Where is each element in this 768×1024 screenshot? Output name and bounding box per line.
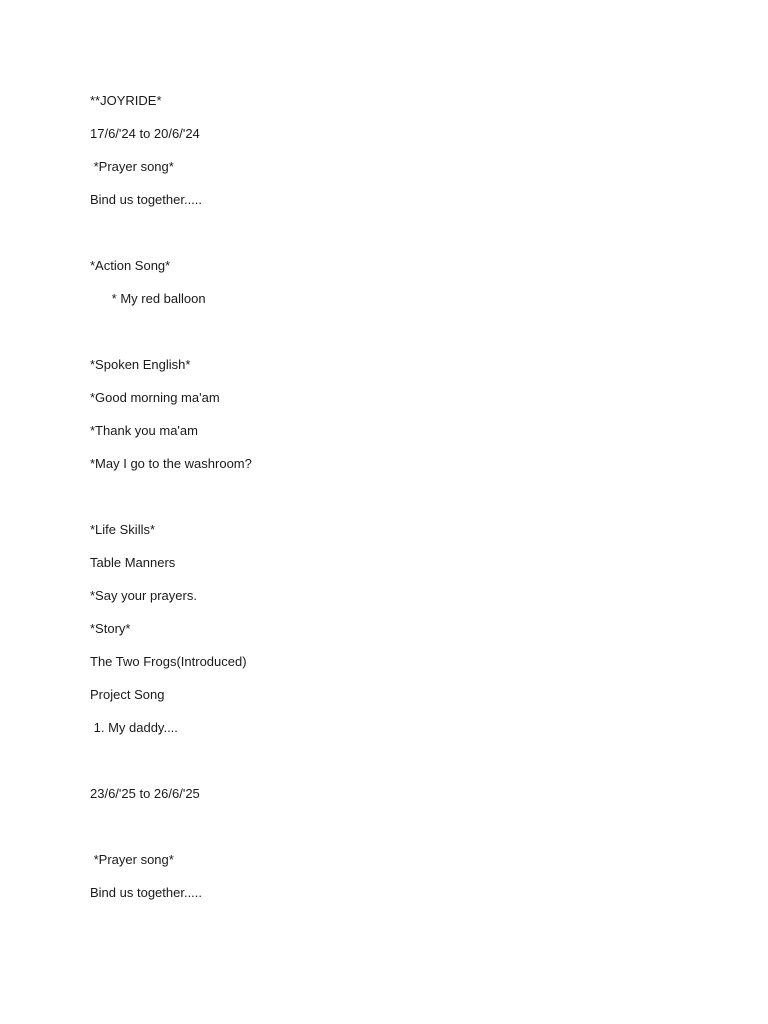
prayer-song-heading: *Prayer song*	[90, 159, 174, 174]
story-item: The Two Frogs(Introduced)	[90, 654, 247, 669]
spoken-english-item: *Thank you ma'am	[90, 423, 198, 438]
spoken-english-item: *May I go to the washroom?	[90, 456, 252, 471]
document-title: **JOYRIDE*	[90, 93, 162, 108]
blank-line	[90, 752, 690, 769]
action-song-heading: *Action Song*	[90, 258, 171, 273]
blank-line	[90, 818, 690, 835]
date-range-1: 17/6/'24 to 20/6/'24	[90, 126, 200, 141]
life-skills-item: Table Manners	[90, 555, 176, 570]
life-skills-heading: *Life Skills*	[90, 522, 156, 537]
prayer-song-text: Bind us together.....	[90, 885, 203, 900]
project-song-item: 1. My daddy....	[90, 720, 178, 735]
story-heading: *Story*	[90, 621, 131, 636]
prayer-song-text: Bind us together.....	[90, 192, 203, 207]
blank-line	[90, 323, 690, 340]
date-range-2: 23/6/'25 to 26/6/'25	[90, 786, 200, 801]
life-skills-item: *Say your prayers.	[90, 588, 197, 603]
spoken-english-heading: *Spoken English*	[90, 357, 191, 372]
spoken-english-item: *Good morning ma'am	[90, 390, 220, 405]
action-song-item: * My red balloon	[90, 291, 206, 306]
blank-line	[90, 224, 690, 241]
blank-line	[90, 488, 690, 505]
project-song-heading: Project Song	[90, 687, 165, 702]
document-body	[90, 92, 690, 917]
prayer-song-heading: *Prayer song*	[90, 852, 174, 867]
